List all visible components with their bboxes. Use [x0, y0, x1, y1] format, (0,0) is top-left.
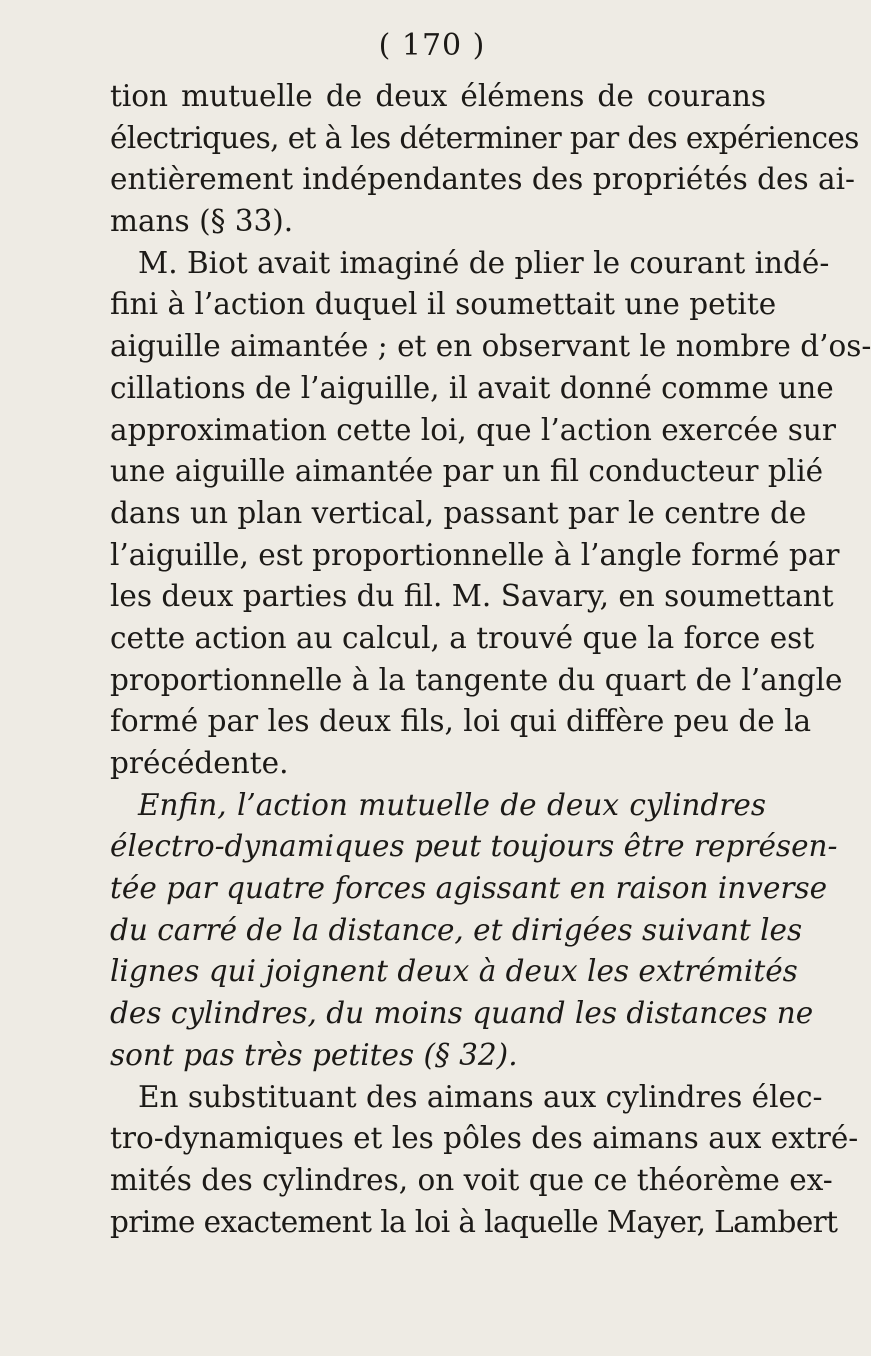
paragraph-start-line: En substituant des aimans aux cylindres élec-	[138, 1079, 823, 1114]
text-line: mités des cylindres, on voit que ce théorème ex-	[110, 1162, 833, 1197]
paragraph-start-line: M. Biot avait imaginé de plier le courant indé-	[138, 245, 830, 280]
text-line: fini à l’action duquel il soumettait une petite	[110, 287, 777, 322]
body-text	[110, 76, 871, 1243]
text-line: du carré de la distance, et dirigées suivant les	[110, 912, 803, 947]
text-line: tro-dynamiques et les pôles des aimans aux extré-	[110, 1121, 859, 1156]
text-line: cillations de l’aiguille, il avait donné comme une	[110, 370, 834, 405]
paragraph-start-line: Enfin, l’action mutuelle de deux cylindres	[138, 787, 766, 822]
text-line: les deux parties du fil. M. Savary, en soumettant	[110, 579, 834, 614]
text-line: une aiguille aimantée par un fil conducteur plié	[110, 454, 824, 489]
text-line: électriques, et à les déterminer par des expériences	[110, 120, 859, 155]
text-line: formé par les deux fils, loi qui diffère peu de la	[110, 704, 812, 739]
text-line: tion mutuelle de deux élémens de courans	[110, 79, 766, 113]
text-line: entièrement indépendantes des propriétés des ai-	[110, 162, 856, 197]
text-line: lignes qui joignent deux à deux les extrémités	[110, 954, 798, 989]
text-line: dans un plan vertical, passant par le centre de	[110, 495, 807, 530]
text-line: cette action au calcul, a trouvé que la force est	[110, 620, 815, 655]
text-line: mans (§ 33).	[110, 204, 294, 239]
text-line: aiguille aimantée ; et en observant le nombre d’os-	[110, 329, 871, 364]
text-line: proportionnelle à la tangente du quart de l’angle	[110, 662, 843, 697]
text-line: tée par quatre forces agissant en raison inverse	[110, 871, 828, 906]
text-line: l’aiguille, est proportionnelle à l’angle formé par	[110, 537, 840, 572]
text-line: prime exactement la loi à laquelle Mayer, Lambert	[110, 1204, 838, 1239]
text-line: approximation cette loi, que l’action exercée sur	[110, 412, 836, 447]
page-number: ( 170 )	[378, 28, 486, 63]
text-line: électro-dynamiques peut toujours être représen-	[110, 829, 838, 864]
text-line: précédente.	[110, 746, 289, 780]
text-line: des cylindres, du moins quand les distances ne	[110, 996, 814, 1031]
text-line: sont pas très petites (§ 32).	[110, 1037, 518, 1072]
